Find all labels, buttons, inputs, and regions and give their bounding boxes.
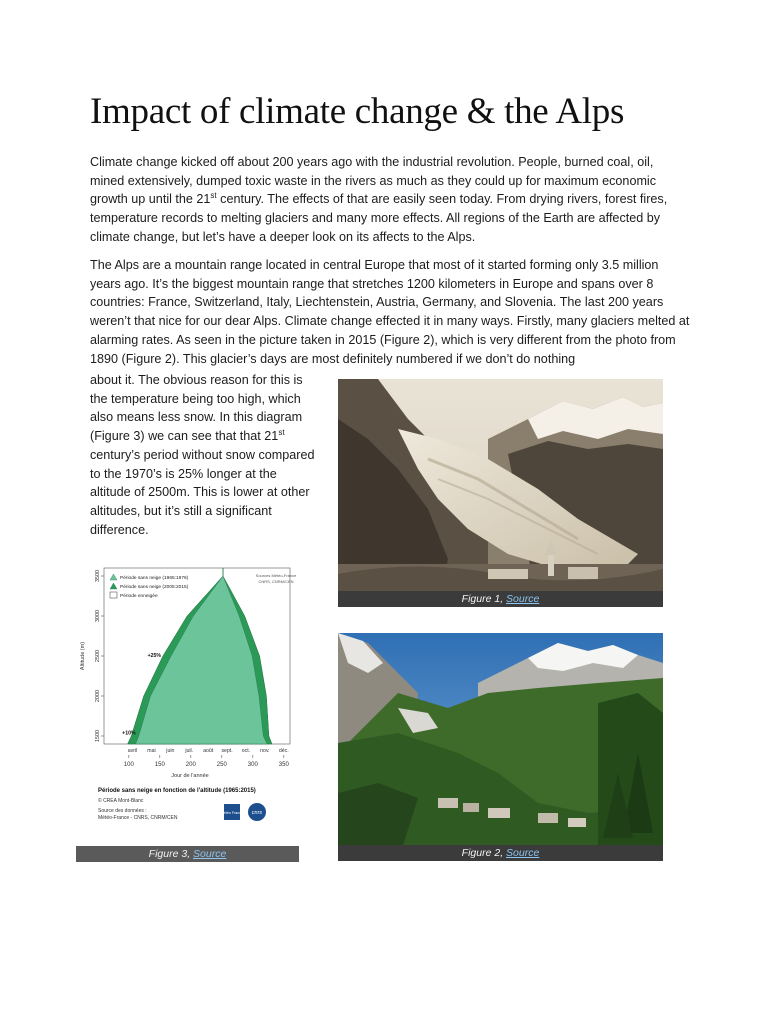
month-label: juil.	[185, 748, 194, 754]
annotation-label: +25%	[147, 652, 162, 659]
paragraph-snow-text-1: about it. The obvious reason for this is the temperature being too high, which also means less snow. In this diagram (Figure 3) we can see that that 21	[90, 373, 303, 444]
figure-2-source-link[interactable]: Source	[506, 847, 540, 859]
chart-footer-line: © CREA Mont-Blanc	[98, 798, 144, 804]
figure-1-source-link[interactable]: Source	[506, 593, 540, 605]
figure-3-snow-chart	[76, 560, 299, 862]
month-label: avril	[127, 748, 138, 754]
month-label: juin	[166, 748, 175, 754]
paragraph-intro	[90, 153, 690, 247]
legend-label: Période sans neige (1965:1976)	[120, 576, 189, 581]
paragraph-intro-text-2: century. The effects of that are easily seen today. From drying rivers, forest fires, temperature records to melting glaciers and many more effects. All regions of the Earth are affected by climate change, but let’s have a deeper look on its affects to the Alps.	[90, 192, 668, 244]
x-tick-label: 100	[123, 762, 134, 768]
glacier-2015-image	[338, 633, 663, 861]
page-title: Impact of climate change & the Alps	[90, 91, 625, 132]
y-tick-label: 3000	[95, 609, 101, 623]
cnrs-logo-text: cnrs	[251, 810, 263, 816]
y-tick-label: 3500	[95, 569, 101, 583]
figure-1-caption-label: Figure 1,	[461, 593, 507, 605]
figure-3-source-link[interactable]: Source	[193, 848, 227, 860]
month-label: nov.	[260, 748, 270, 754]
x-tick-label: 250	[216, 762, 227, 768]
y-axis-label: Altitude (m)	[80, 641, 86, 671]
glacier-1890-image	[338, 379, 663, 607]
source-note: Sources Météo-France	[255, 573, 297, 578]
figure-1-old-glacier-photo	[338, 379, 663, 607]
paragraph-intro-text-1: Climate change kicked off about 200 years ago with the industrial revolution. People, burned coal, oil, mined extensively, dumped toxic waste in the rivers as much as they could up for maximum economic growth up until the 21	[90, 155, 657, 207]
x-tick-label: 200	[185, 762, 196, 768]
chart-footer-line: Météo-France - CNRS, CNRM/CEN	[98, 815, 178, 821]
figure-2-caption	[338, 845, 663, 861]
month-label: sept.	[221, 748, 233, 754]
paragraph-intro-sup: st	[210, 191, 217, 201]
x-tick-label: 350	[278, 762, 289, 768]
legend-marker-square	[110, 592, 117, 598]
month-label: oct.	[241, 748, 251, 754]
x-axis-label: Jour de l'année	[171, 773, 209, 779]
paragraph-snow-sup: st	[278, 427, 285, 437]
month-label: mai	[147, 748, 156, 754]
paragraph-snow	[90, 371, 318, 539]
figure-3-caption-label: Figure 3,	[148, 848, 194, 860]
chart-title: Période sans neige en fonction de l'altitude (1965:2015)	[98, 788, 256, 794]
figure-2-modern-photo	[338, 633, 663, 861]
paragraph-snow-text-2: century’s period without snow compared to the 1970’s is 25% longer at the altitude of 2500m. This is lower at other altitudes, but it’s still a significant difference.	[90, 447, 315, 537]
snow-free-period-chart	[76, 560, 299, 846]
chart-footer-line: Source des données :	[98, 808, 147, 814]
figure-3-caption	[76, 846, 299, 862]
annotation-label: +10%	[122, 730, 136, 737]
paragraph-alps: The Alps are a mountain range located in central Europe that most of it started forming only 3.5 million years ago. It’s the biggest mountain range that stretches 1200 kilometers in Europe and spans over 8 countries: France, Switzerland, Italy, Liechtenstein, Austria, Germany, and Slovenia. The last 200 years weren’t that nice for our dear Alps. Climate change effected it in many ways. Firstly, many glaciers melted at alarming rates. As seen in the picture taken in 2015 (Figure 2), which is very different from the photo from 1890 (Figure 2). This glacier’s days are most definitely numbered if we don’t do nothing	[90, 258, 690, 366]
y-tick-label: 2000	[95, 689, 101, 703]
source-note: CNRS, CNRM/CEN	[258, 579, 294, 584]
month-label: août	[203, 748, 214, 754]
month-label: déc.	[278, 748, 289, 754]
figure-1-caption	[338, 591, 663, 607]
x-tick-label: 300	[247, 762, 258, 768]
meteo-france-logo-text: Météo France	[220, 811, 244, 815]
x-tick-label: 150	[154, 762, 165, 768]
legend-label: Période enneigée	[120, 594, 158, 599]
y-tick-label: 1500	[95, 729, 101, 743]
figure-2-caption-label: Figure 2,	[461, 847, 507, 859]
legend-label: Période sans neige (2005:2015)	[120, 585, 189, 590]
y-tick-label: 2500	[95, 649, 101, 663]
